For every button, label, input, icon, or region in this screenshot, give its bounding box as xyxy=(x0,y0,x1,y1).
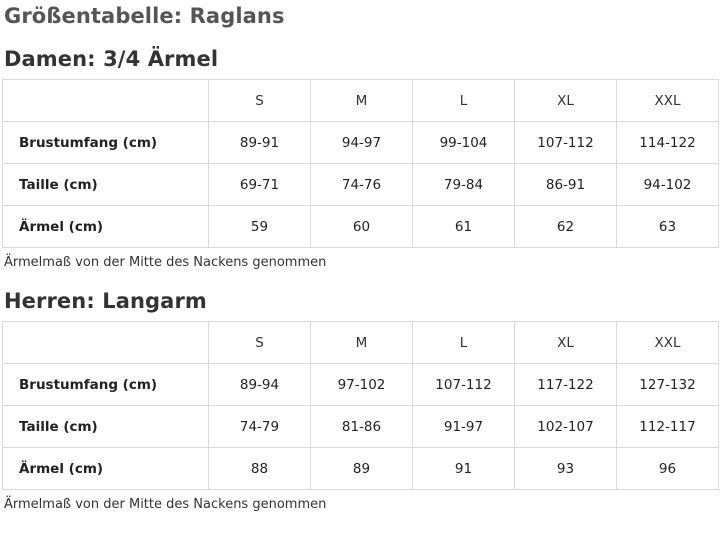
table-row xyxy=(3,364,719,406)
column-header-xxl: XXL xyxy=(617,322,719,364)
cell-waist-m: 74-76 xyxy=(311,164,413,206)
table-note-men: Ärmelmaß von der Mitte des Nackens genommen xyxy=(4,497,327,512)
table-corner-cell xyxy=(3,80,209,122)
cell-chest-s: 89-94 xyxy=(209,364,311,406)
cell-waist-xxl: 112-117 xyxy=(617,406,719,448)
table-note-women: Ärmelmaß von der Mitte des Nackens genommen xyxy=(4,255,327,270)
table-row xyxy=(3,406,719,448)
cell-sleeve-xl: 62 xyxy=(515,206,617,248)
cell-chest-xxl: 127-132 xyxy=(617,364,719,406)
cell-chest-l: 99-104 xyxy=(413,122,515,164)
cell-sleeve-l: 61 xyxy=(413,206,515,248)
cell-waist-xxl: 94-102 xyxy=(617,164,719,206)
column-header-xl: XL xyxy=(515,322,617,364)
cell-sleeve-l: 91 xyxy=(413,448,515,490)
section-title-men: Herren: Langarm xyxy=(4,289,207,313)
column-header-l: L xyxy=(413,80,515,122)
cell-waist-s: 69-71 xyxy=(209,164,311,206)
cell-chest-xl: 117-122 xyxy=(515,364,617,406)
row-label-sleeve: Ärmel (cm) xyxy=(3,448,209,490)
cell-waist-m: 81-86 xyxy=(311,406,413,448)
cell-chest-xl: 107-112 xyxy=(515,122,617,164)
table-row xyxy=(3,122,719,164)
row-label-chest: Brustumfang (cm) xyxy=(3,364,209,406)
cell-waist-xl: 102-107 xyxy=(515,406,617,448)
cell-sleeve-xxl: 96 xyxy=(617,448,719,490)
row-label-waist: Taille (cm) xyxy=(3,164,209,206)
cell-waist-l: 79-84 xyxy=(413,164,515,206)
cell-waist-xl: 86-91 xyxy=(515,164,617,206)
column-header-xxl: XXL xyxy=(617,80,719,122)
column-header-xl: XL xyxy=(515,80,617,122)
cell-chest-m: 94-97 xyxy=(311,122,413,164)
column-header-l: L xyxy=(413,322,515,364)
section-title-women: Damen: 3/4 Ärmel xyxy=(4,47,219,71)
cell-sleeve-s: 88 xyxy=(209,448,311,490)
table-header-row xyxy=(3,80,719,122)
cell-chest-s: 89-91 xyxy=(209,122,311,164)
size-table-women xyxy=(2,79,719,248)
cell-sleeve-xl: 93 xyxy=(515,448,617,490)
row-label-chest: Brustumfang (cm) xyxy=(3,122,209,164)
table-row xyxy=(3,206,719,248)
row-label-sleeve: Ärmel (cm) xyxy=(3,206,209,248)
column-header-m: M xyxy=(311,322,413,364)
table-row xyxy=(3,448,719,490)
table-header-row xyxy=(3,322,719,364)
size-chart-page xyxy=(0,4,720,556)
cell-waist-s: 74-79 xyxy=(209,406,311,448)
cell-sleeve-m: 89 xyxy=(311,448,413,490)
cell-sleeve-xxl: 63 xyxy=(617,206,719,248)
cell-chest-l: 107-112 xyxy=(413,364,515,406)
size-table-men xyxy=(2,321,719,490)
cell-sleeve-m: 60 xyxy=(311,206,413,248)
cell-sleeve-s: 59 xyxy=(209,206,311,248)
cell-waist-l: 91-97 xyxy=(413,406,515,448)
column-header-s: S xyxy=(209,322,311,364)
row-label-waist: Taille (cm) xyxy=(3,406,209,448)
column-header-m: M xyxy=(311,80,413,122)
cell-chest-xxl: 114-122 xyxy=(617,122,719,164)
page-title: Größentabelle: Raglans xyxy=(4,4,285,28)
column-header-s: S xyxy=(209,80,311,122)
table-corner-cell xyxy=(3,322,209,364)
cell-chest-m: 97-102 xyxy=(311,364,413,406)
table-row xyxy=(3,164,719,206)
